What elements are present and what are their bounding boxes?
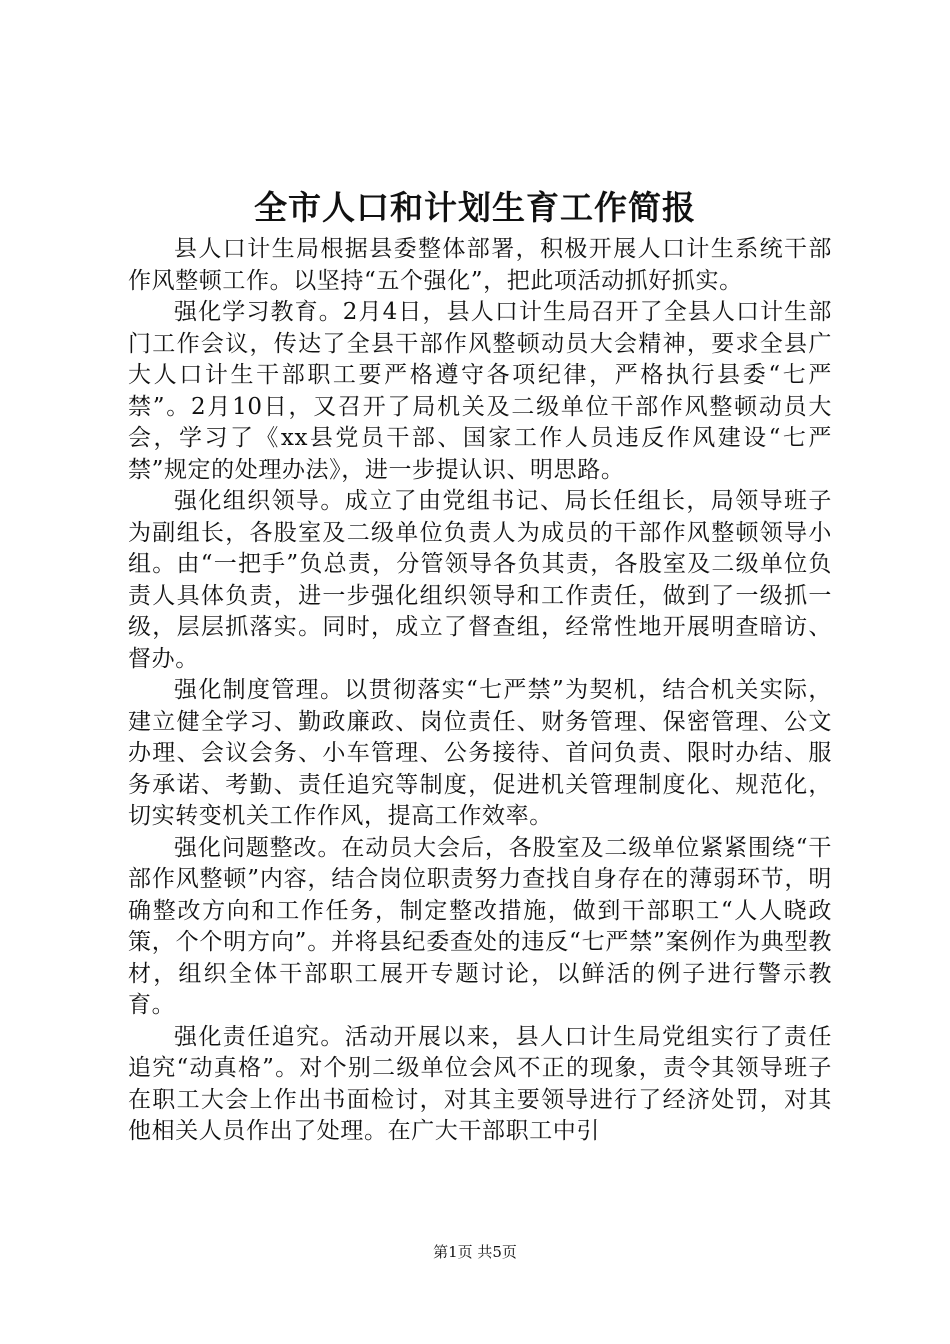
paragraph-system-management: 强化制度管理。以贯彻落实“七严禁”为契机，结合机关实际，建立健全学习、勤政廉政、岗位责任、财务管理、保密管理、公文办理、会议会务、小车管理、公务接待、首问负责、限时办结、服务承诺、考勤、责任追究等制度，促进机关管理制度化、规范化，切实转变机关工作作风，提高工作效率。 [128,677,832,829]
paragraph-study-education: 强化学习教育。2月4日，县人口计生局召开了全县人口计生部门工作会议，传达了全县干部作风整顿动员大会精神，要求全县广大人口计生干部职工要严格遵守各项纪律，严格执行县委“七严禁”。2月10日，又召开了局机关及二级单位干部作风整顿动员大会，学习了《xx县党员干部、国家工作人员违反作风建设“七严禁”规定的处理办法》，进一步提认识、明思路。 [128,299,832,483]
paragraph-organization-leadership: 强化组织领导。成立了由党组书记、局长任组长，局领导班子为副组长，各股室及二级单位负责人为成员的干部作风整顿领导小组。由“一把手”负总责，分管领导各负其责，各股室及二级单位负责人具体负责，进一步强化组织领导和工作责任，做到了一级抓一级，层层抓落实。同时，成立了督查组，经常性地开展明查暗访、督办。 [128,488,832,672]
paragraph-problem-rectification: 强化问题整改。在动员大会后，各股室及二级单位紧紧围绕“干部作风整顿”内容，结合岗位职责努力查找自身存在的薄弱环节，明确整改方向和工作任务，制定整改措施，做到干部职工“人人晓政策，个个明方向”。并将县纪委查处的违反“七严禁”案例作为典型教材，组织全体干部职工展开专题讨论，以鲜活的例子进行警示教育。 [128,834,832,1018]
paragraph-intro: 县人口计生局根据县委整体部署，积极开展人口计生系统干部作风整顿工作。以坚持“五个强化”，把此项活动抓好抓实。 [128,236,832,294]
page-number-footer: 第1页 共5页 [433,1243,517,1261]
paragraph-accountability: 强化责任追究。活动开展以来，县人口计生局党组实行了责任追究“动真格”。对个别二级单位会风不正的现象，责令其领导班子在职工大会上作出书面检讨，对其主要领导进行了经济处罚，对其他相关人员作出了处理。在广大干部职工中引 [128,1023,832,1144]
document-title: 全市人口和计划生育工作简报 [254,188,696,227]
document-body [128,234,832,1148]
